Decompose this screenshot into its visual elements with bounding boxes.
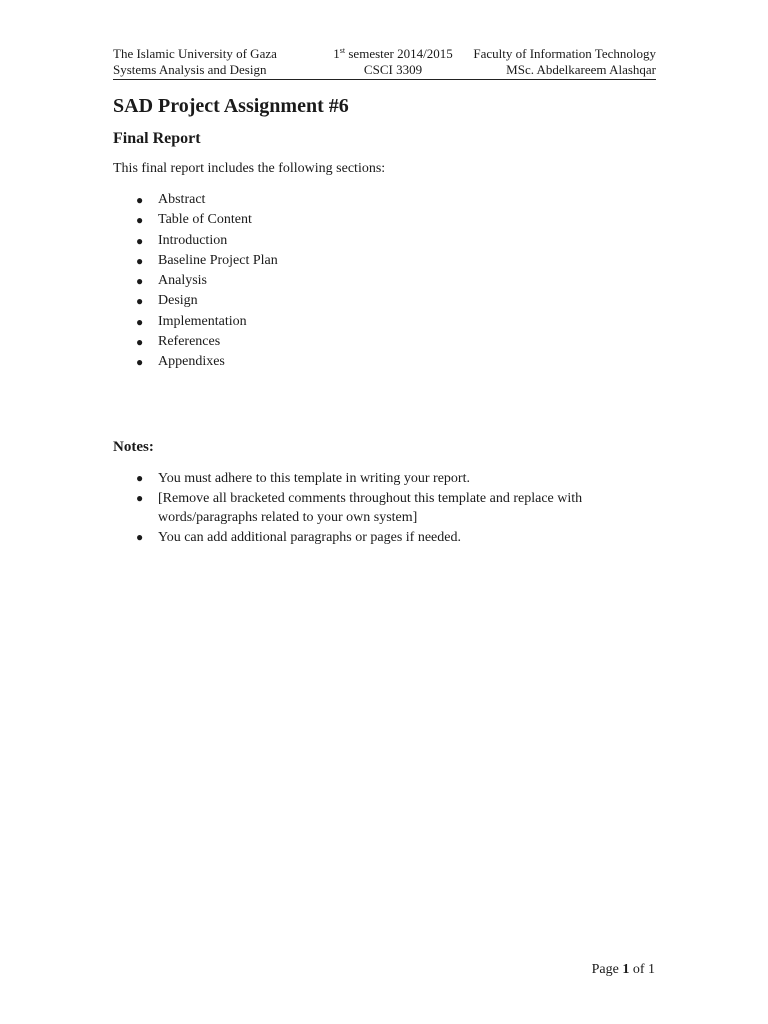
footer-page-total: 1	[648, 962, 655, 977]
section-item	[113, 312, 656, 332]
header-instructor: MSc. Abdelkareem Alashqar	[506, 62, 656, 77]
bullet-icon: ●	[136, 355, 144, 370]
section-item	[113, 190, 656, 210]
note-item-text: You can add additional paragraphs or pages if needed.	[158, 529, 461, 545]
intro-paragraph: This final report includes the following sections:	[113, 161, 386, 176]
document-subtitle: Final Report	[113, 130, 201, 147]
document-title: SAD Project Assignment #6	[113, 95, 349, 117]
note-item	[113, 528, 656, 548]
header-course-name: Systems Analysis and Design	[113, 62, 267, 77]
section-item	[113, 251, 656, 271]
section-item	[113, 332, 656, 352]
footer-page-current: 1	[622, 962, 630, 977]
section-item	[113, 231, 656, 251]
header-semester-suffix: st	[339, 46, 346, 55]
footer-of-word: of	[632, 962, 645, 977]
bullet-icon: ●	[136, 193, 144, 207]
section-item-text: References	[158, 334, 221, 350]
bullet-icon: ●	[136, 253, 144, 268]
section-item	[113, 291, 656, 311]
bullet-icon: ●	[136, 274, 144, 289]
note-item	[113, 489, 656, 528]
header-course-code: CSCI 3309	[363, 62, 423, 77]
bullet-icon: ●	[136, 213, 144, 228]
header-semester	[313, 46, 473, 62]
note-item-text: You must adhere to this template in writing your report.	[158, 471, 470, 486]
bullet-icon: ●	[136, 529, 144, 544]
header-semester-text: semester 2014/2015	[345, 46, 453, 61]
section-item-text: Baseline Project Plan	[158, 252, 278, 268]
bullet-icon: ●	[136, 335, 144, 350]
section-item-text: Design	[158, 293, 198, 309]
note-item	[113, 469, 656, 489]
section-item-text: Implementation	[158, 313, 247, 329]
bullet-icon: ●	[136, 314, 144, 329]
section-item	[113, 210, 656, 230]
header-row-2	[113, 62, 656, 78]
bullet-icon: ●	[136, 490, 144, 505]
header-row-1	[113, 46, 656, 62]
header-faculty: Faculty of Information Technology	[473, 46, 656, 61]
section-item-text: Analysis	[158, 273, 207, 289]
notes-list	[113, 469, 656, 547]
section-item	[113, 352, 656, 372]
header-university: The Islamic University of Gaza	[113, 46, 277, 61]
footer-page-word: Page	[591, 962, 619, 977]
bullet-icon: ●	[136, 471, 144, 485]
note-item-text: [Remove all bracketed comments throughout this template and replace with words/paragraphs related to your own system]	[158, 490, 583, 525]
bullet-icon: ●	[136, 294, 144, 309]
section-item	[113, 271, 656, 291]
section-item-text: Table of Content	[158, 212, 252, 228]
section-item-text: Introduction	[158, 232, 228, 248]
bullet-icon: ●	[136, 233, 144, 248]
section-item-text: Abstract	[158, 192, 206, 207]
section-item-text: Appendixes	[158, 354, 225, 370]
page-header	[113, 46, 656, 80]
sections-list	[113, 190, 656, 373]
page-footer	[592, 961, 655, 979]
notes-heading: Notes:	[113, 439, 154, 455]
header-semester-number: 1	[333, 46, 340, 61]
